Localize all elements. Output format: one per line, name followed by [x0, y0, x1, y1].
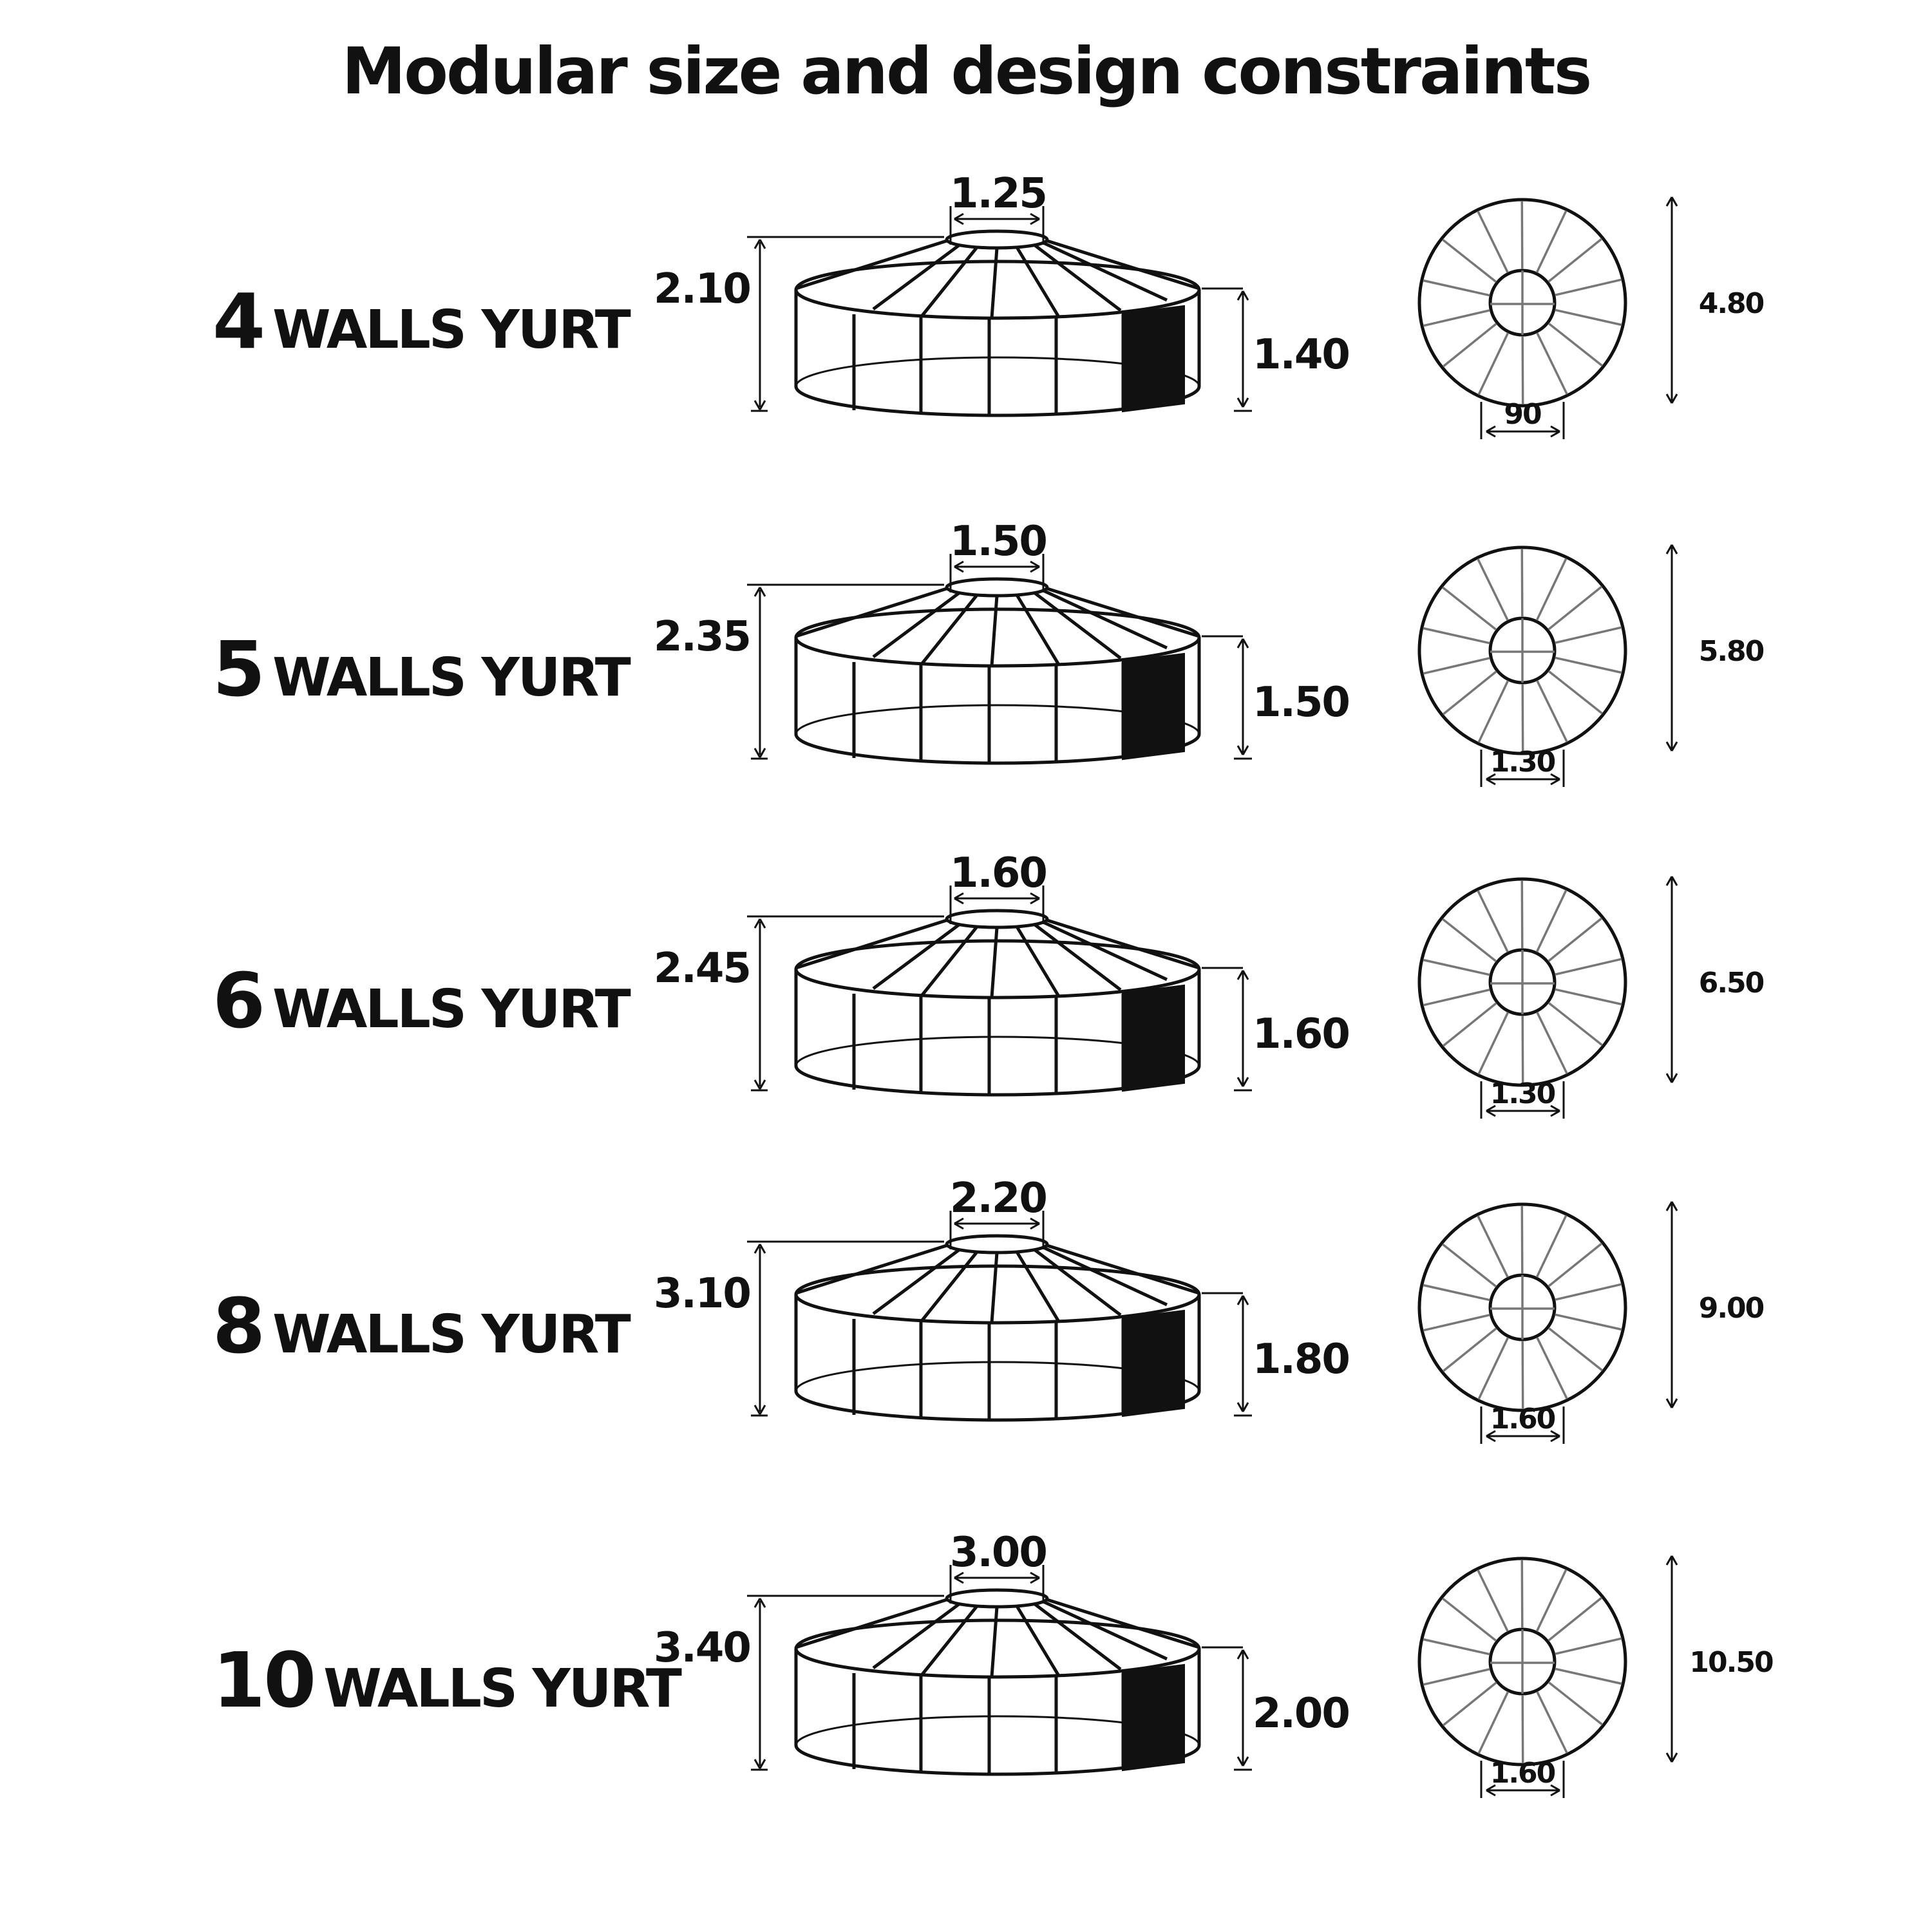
plan-spoke [1423, 990, 1490, 1005]
yurt-label-text: WALLS YURT [272, 647, 629, 708]
plan-spoke [1555, 989, 1622, 1004]
plan-spoke [1423, 1285, 1490, 1300]
plan-spoke [1549, 1244, 1602, 1287]
plan-spoke [1537, 1215, 1566, 1277]
plan-spoke [1479, 1338, 1508, 1399]
plan-spoke [1522, 684, 1523, 752]
plan-spoke [1549, 1003, 1602, 1045]
plan-spoke [1555, 959, 1622, 974]
plan-spoke [1555, 310, 1622, 325]
wall-height-label: 1.60 [1253, 1010, 1349, 1058]
yurt-elevation-drawing [644, 849, 1391, 1208]
door-width-label: 1.30 [1490, 746, 1555, 779]
plan-spoke [1443, 919, 1496, 961]
plan-spoke [1555, 658, 1622, 672]
plan-spoke [1423, 310, 1490, 326]
plan-spoke [1443, 1003, 1497, 1046]
total-height-label: 3.40 [654, 1624, 750, 1672]
plan-spoke [1423, 1640, 1490, 1654]
plan-spoke [1549, 239, 1602, 282]
plan-spoke [1549, 918, 1602, 961]
plan-spoke [1537, 1569, 1566, 1631]
plan-spoke [1443, 587, 1496, 630]
plan-spoke [1522, 1016, 1523, 1084]
yurt-label-text: WALLS YURT [323, 1658, 680, 1719]
diameter-label: 10.50 [1689, 1646, 1773, 1679]
plan-spoke [1423, 281, 1490, 296]
crown-width-label: 1.60 [950, 849, 1046, 897]
total-height-label: 2.35 [654, 613, 750, 661]
plan-spoke [1479, 1692, 1508, 1754]
plan-spoke [1549, 1682, 1602, 1725]
plan-spoke [1443, 240, 1496, 282]
yurt-plan-drawing [1378, 1185, 1797, 1533]
door-width-label: 1.60 [1490, 1403, 1555, 1435]
door-width-label: 1.30 [1490, 1077, 1555, 1110]
plan-spoke [1549, 1598, 1602, 1641]
wall-count: 5 [213, 625, 264, 714]
yurt-elevation-drawing [644, 1529, 1391, 1887]
door-width-label: 90 [1504, 398, 1541, 431]
plan-spoke [1549, 323, 1602, 366]
plan-spoke [1537, 681, 1567, 742]
wall-height-label: 1.40 [1253, 331, 1349, 379]
wall-count: 10 [213, 1636, 315, 1725]
yurt-plan-drawing [1378, 528, 1797, 876]
diameter-label: 6.50 [1698, 967, 1764, 999]
plan-spoke [1479, 333, 1508, 395]
plan-spoke [1522, 1341, 1523, 1409]
plan-spoke [1537, 333, 1567, 394]
crown-width-label: 1.50 [950, 518, 1046, 565]
plan-spoke [1555, 1284, 1622, 1300]
yurt-label-text: WALLS YURT [272, 1304, 629, 1365]
crown-width-label: 2.20 [950, 1175, 1046, 1222]
yurt-plan-drawing [1378, 180, 1797, 528]
plan-spoke [1537, 558, 1566, 620]
yurt-label-text: WALLS YURT [272, 979, 629, 1040]
plan-spoke [1443, 1598, 1496, 1641]
yurt-elevation-drawing [644, 170, 1391, 528]
crown-width-label: 1.25 [950, 170, 1046, 218]
diameter-label: 5.80 [1698, 635, 1764, 668]
plan-spoke [1537, 1338, 1567, 1399]
plan-spoke [1549, 1328, 1602, 1370]
yurt-label [213, 1282, 629, 1370]
yurt-elevation-drawing [644, 518, 1391, 876]
yurt-plan-drawing [1378, 1539, 1797, 1887]
wall-height-label: 1.50 [1253, 679, 1349, 726]
total-height-label: 2.45 [654, 945, 750, 992]
diameter-label: 4.80 [1698, 287, 1764, 320]
yurt-label [213, 277, 629, 366]
plan-spoke [1423, 1669, 1490, 1685]
wall-count: 8 [213, 1282, 264, 1370]
plan-spoke [1478, 1570, 1508, 1631]
plan-spoke [1443, 324, 1497, 366]
plan-spoke [1522, 336, 1523, 404]
plan-spoke [1537, 890, 1566, 952]
plan-spoke [1537, 1012, 1567, 1074]
plan-spoke [1555, 1638, 1622, 1654]
plan-spoke [1555, 1314, 1622, 1329]
yurt-elevation-drawing [644, 1175, 1391, 1533]
plan-spoke [1555, 627, 1622, 643]
plan-spoke [1549, 587, 1602, 630]
plan-spoke [1479, 681, 1508, 743]
crown-width-label: 3.00 [950, 1529, 1046, 1577]
yurt-plan-drawing [1378, 860, 1797, 1208]
plan-spoke [1549, 671, 1602, 714]
plan-spoke [1537, 1692, 1567, 1753]
plan-spoke [1443, 672, 1497, 715]
wall-count: 6 [213, 956, 264, 1045]
wall-count: 4 [213, 277, 264, 366]
yurt-row-1 [0, 170, 1932, 528]
door-width-label: 1.60 [1490, 1757, 1555, 1790]
yurt-label-text: WALLS YURT [272, 299, 629, 361]
plan-spoke [1443, 1329, 1497, 1372]
plan-spoke [1443, 1683, 1497, 1726]
total-height-label: 3.10 [654, 1270, 750, 1318]
yurt-row-5 [0, 1529, 1932, 1887]
wall-height-label: 2.00 [1253, 1690, 1349, 1738]
yurt-row-3 [0, 849, 1932, 1208]
plan-spoke [1555, 279, 1622, 295]
yurt-label [213, 956, 629, 1045]
page-title: Modular size and design constraints [341, 33, 1591, 109]
diameter-label: 9.00 [1698, 1292, 1764, 1325]
plan-spoke [1423, 658, 1490, 674]
plan-spoke [1555, 1669, 1622, 1683]
plan-spoke [1423, 629, 1490, 643]
wall-height-label: 1.80 [1253, 1336, 1349, 1383]
plan-spoke [1443, 1244, 1496, 1287]
yurt-row-4 [0, 1175, 1932, 1533]
plan-spoke [1478, 211, 1508, 272]
total-height-label: 2.10 [654, 265, 750, 313]
plan-spoke [1537, 211, 1566, 272]
plan-spoke [1423, 1315, 1490, 1331]
plan-spoke [1478, 1216, 1508, 1277]
plan-spoke [1478, 559, 1508, 620]
yurt-label [213, 625, 629, 714]
plan-spoke [1478, 891, 1508, 952]
plan-spoke [1423, 960, 1490, 975]
yurt-row-2 [0, 518, 1932, 876]
plan-spoke [1522, 1695, 1523, 1763]
plan-spoke [1479, 1012, 1508, 1074]
yurt-label [213, 1636, 680, 1725]
